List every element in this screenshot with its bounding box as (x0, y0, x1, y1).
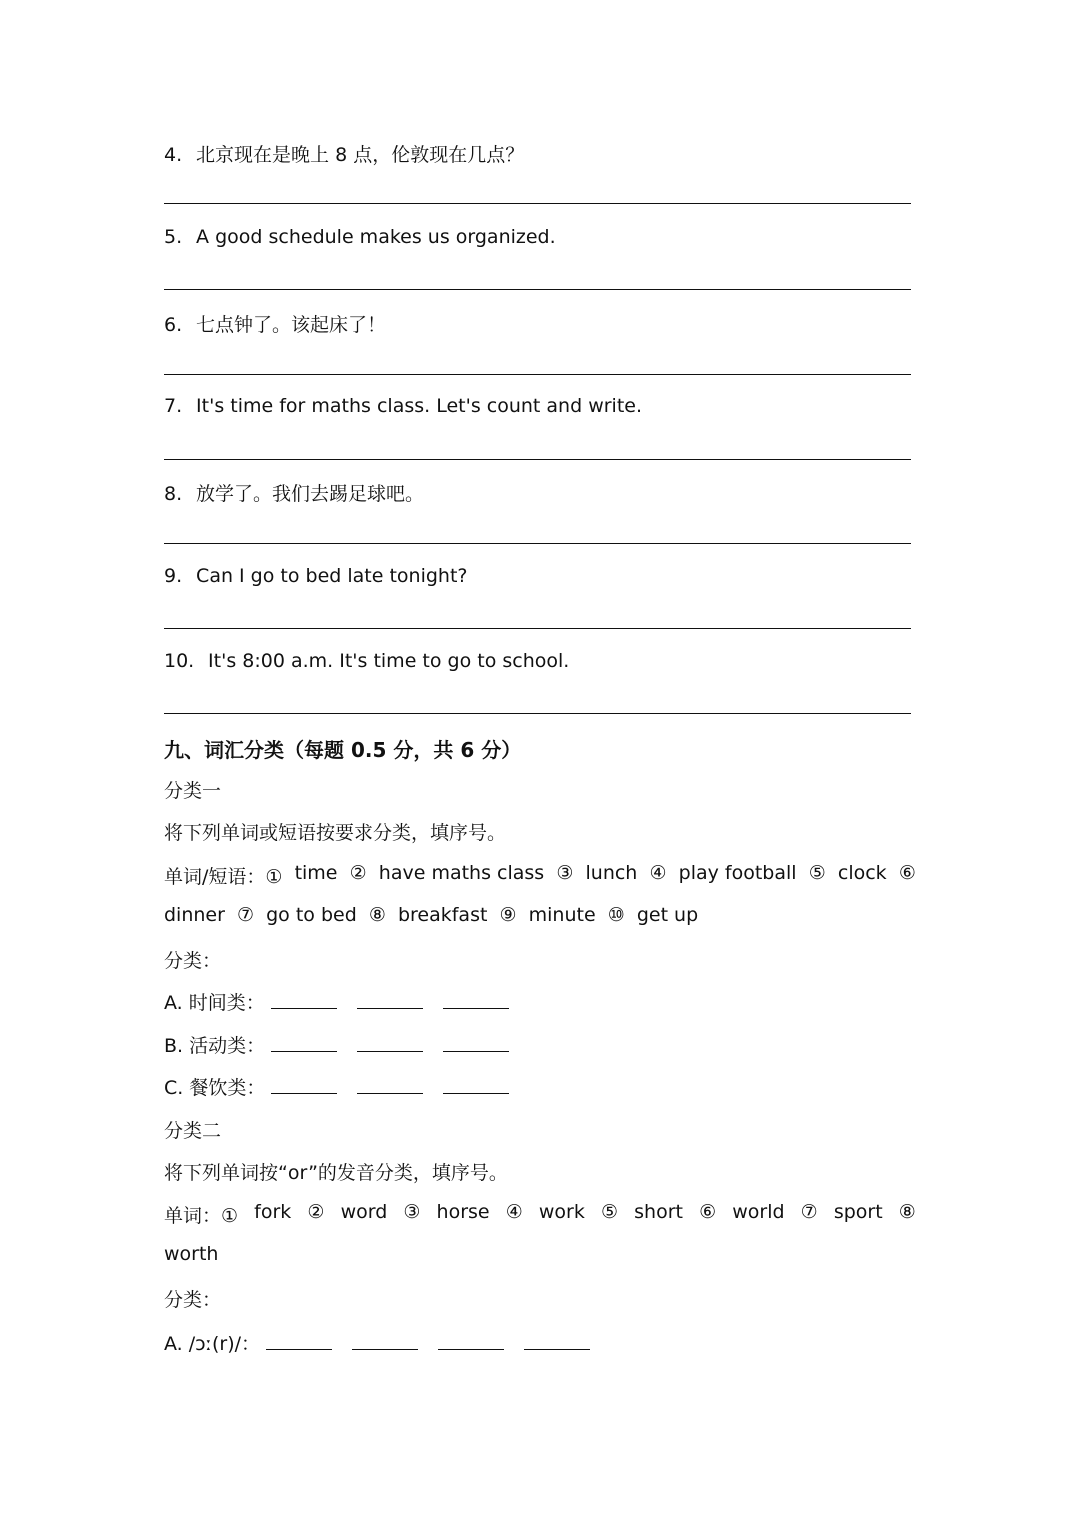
answer-line-9[interactable] (164, 628, 911, 629)
answer-blank[interactable] (357, 1075, 423, 1094)
answer-blank[interactable] (271, 1033, 337, 1052)
question-number: 8. (164, 483, 183, 505)
section-title: 九、词汇分类（每题 0.5 分，共 6 分） (164, 738, 522, 762)
word-item: clock (837, 862, 887, 884)
part2-instruction: 将下列单词按“or”的发音分类，填序号。 (164, 1162, 508, 1184)
word-item: time (294, 862, 338, 884)
answer-line-6[interactable] (164, 374, 911, 375)
answer-blank[interactable] (357, 1033, 423, 1052)
question-text: 七点钟了。该起床了！ (196, 314, 387, 336)
question-5 (164, 226, 556, 248)
question-9 (164, 565, 468, 587)
answer-blank[interactable] (271, 1075, 337, 1094)
word-item: play football (678, 862, 797, 884)
word-item: lunch (585, 862, 638, 884)
category-b-label: B. 活动类： (164, 1035, 266, 1057)
category-a-label: A. 时间类： (164, 992, 265, 1014)
question-text: 北京现在是晚上 8 点，伦敦现在几点？ (196, 144, 525, 166)
answer-blank[interactable] (438, 1331, 504, 1350)
word-item: ② (349, 862, 367, 884)
part2-word-list-line1 (164, 1201, 916, 1228)
answer-blank[interactable] (443, 1033, 509, 1052)
word-item: ⑧ (898, 1201, 916, 1223)
word-item: fork (254, 1201, 292, 1223)
word-item: ⑥ (898, 862, 916, 884)
word-item: 单词/短语：① (164, 866, 283, 888)
word-item: ⑤ (600, 1201, 619, 1223)
question-number: 6. (164, 314, 183, 336)
question-10 (164, 650, 569, 672)
word-item: 单词：① (164, 1205, 239, 1227)
answer-line-5[interactable] (164, 289, 911, 290)
question-number: 10. (164, 650, 195, 672)
word-item: work (538, 1201, 585, 1223)
question-8 (164, 479, 424, 506)
word-item: have maths class (378, 862, 545, 884)
question-4 (164, 140, 524, 167)
question-6 (164, 310, 386, 337)
word-item: word (340, 1201, 388, 1223)
part2-word-list-line2: worth (164, 1243, 219, 1265)
part1-instruction: 将下列单词或短语按要求分类，填序号。 (164, 822, 507, 844)
question-7 (164, 395, 642, 417)
word-item: sport (833, 1201, 883, 1223)
answer-line-10[interactable] (164, 713, 911, 714)
category-b-row (164, 1031, 529, 1058)
word-item: ④ (505, 1201, 523, 1223)
question-text: 放学了。我们去踢足球吧。 (196, 483, 425, 505)
question-text: It's time for maths class. Let's count and write. (196, 395, 643, 417)
word-item: world (732, 1201, 785, 1223)
word-item: ⑥ (699, 1201, 717, 1223)
question-number: 5. (164, 226, 183, 248)
answer-blank[interactable] (271, 990, 337, 1009)
answer-blank[interactable] (352, 1331, 418, 1350)
question-number: 9. (164, 565, 183, 587)
answer-line-7[interactable] (164, 459, 911, 460)
word-item: horse (436, 1201, 490, 1223)
part2-classify-label: 分类： (164, 1289, 222, 1311)
category-c-row (164, 1073, 529, 1100)
answer-blank[interactable] (357, 990, 423, 1009)
part2-heading: 分类二 (164, 1120, 222, 1142)
category-a2-label: A. /ɔː(r)/： (164, 1333, 261, 1355)
word-item: ② (307, 1201, 325, 1223)
word-item: ⑤ (808, 862, 826, 884)
answer-blank[interactable] (524, 1331, 590, 1350)
question-text: It's 8:00 a.m. It's time to go to school. (208, 650, 570, 672)
word-item: ⑦ (800, 1201, 818, 1223)
word-item: short (634, 1201, 683, 1223)
answer-line-4[interactable] (164, 203, 911, 204)
answer-blank[interactable] (443, 990, 509, 1009)
question-number: 4. (164, 144, 183, 166)
answer-blank[interactable] (266, 1331, 332, 1350)
part1-word-list-line2: dinner ⑦ go to bed ⑧ breakfast ⑨ minute ⑩ get up (164, 904, 699, 926)
word-item: ④ (649, 862, 667, 884)
question-number: 7. (164, 395, 183, 417)
part1-heading: 分类一 (164, 780, 222, 802)
category-a2-row (164, 1329, 610, 1356)
word-item: ③ (556, 862, 574, 884)
question-text: Can I go to bed late tonight? (196, 565, 468, 587)
part1-classify-label: 分类： (164, 950, 222, 972)
question-text: A good schedule makes us organized. (196, 226, 556, 248)
answer-blank[interactable] (443, 1075, 509, 1094)
answer-line-8[interactable] (164, 543, 911, 544)
category-a-row (164, 988, 529, 1015)
word-item: ③ (403, 1201, 421, 1223)
category-c-label: C. 餐饮类： (164, 1077, 266, 1099)
part1-word-list-line1 (164, 862, 916, 889)
